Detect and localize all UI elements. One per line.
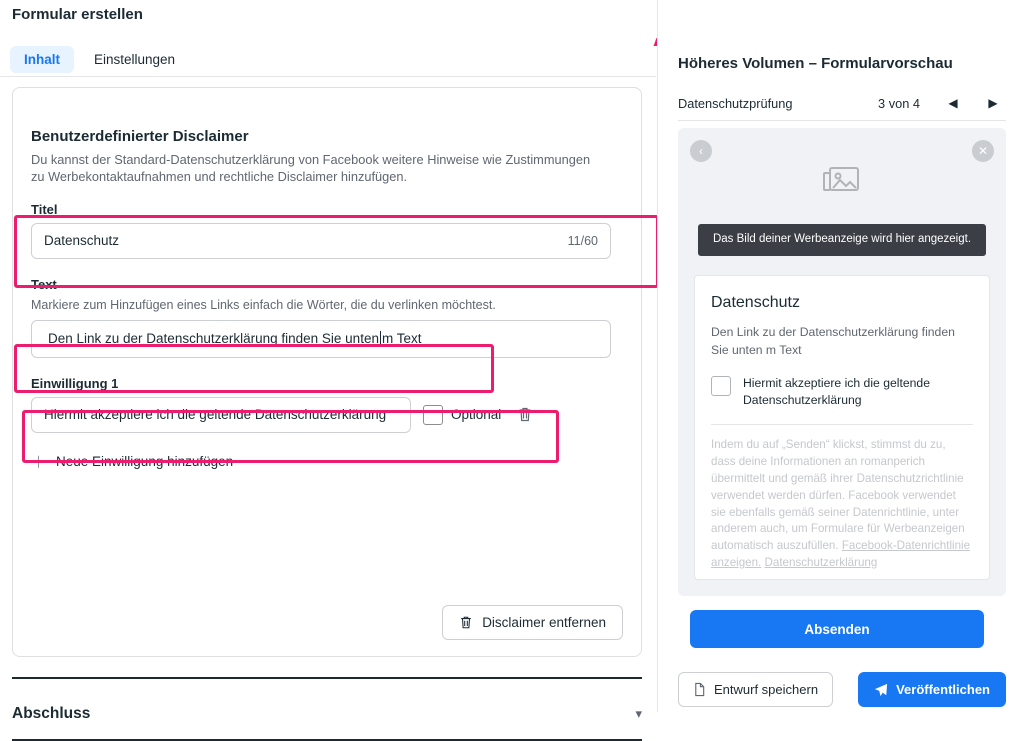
optional-toggle[interactable]	[423, 405, 501, 425]
preview-legal-text	[711, 437, 973, 571]
section-divider-top	[12, 677, 642, 679]
disclaimer-description: Du kannst der Standard-Datenschutzerklärung von Facebook weitere Hinweise wie Zustimmungen zu Werbekontaktaufnahmen und rechtliche Disclaimer hinzufügen.	[31, 152, 591, 185]
preview-panel	[657, 0, 1024, 712]
preview-submit-button[interactable]: Absenden	[690, 610, 984, 648]
preview-form-card	[694, 275, 990, 580]
preview-close-icon[interactable]: ✕	[972, 140, 994, 162]
form-content-panel	[0, 77, 656, 722]
consent-text-input[interactable]	[31, 397, 411, 433]
disclaimer-heading: Benutzerdefinierter Disclaimer	[31, 128, 249, 145]
text-caret	[380, 331, 381, 346]
tab-einstellungen[interactable]: Einstellungen	[94, 51, 176, 67]
abschluss-section-header[interactable]	[12, 689, 642, 739]
titel-char-count: 11/60	[567, 233, 598, 248]
form-preview-frame	[678, 128, 1006, 596]
preview-nav	[678, 86, 1006, 120]
preview-legal-body: Indem du auf „Senden“ klickst, stimmst du zu, dass deine Informationen an romanperich übermittelt und gemäß ihrer Datenschutzrichtlinie verwendet werden dürfen. Facebook verwendet sie ebenfalls gemäß seiner Datenrichtlinie, unter anderem auch, um Formulare für Werbeanzeigen automatisch auszufüllen.	[711, 438, 965, 553]
publish-button[interactable]	[858, 672, 1006, 707]
add-consent-button[interactable]	[31, 451, 623, 472]
preview-divider	[711, 424, 973, 425]
trash-icon[interactable]	[513, 403, 537, 427]
preview-image-caption: Das Bild deiner Werbeanzeige wird hier angezeigt.	[698, 224, 986, 256]
datenschutzerklaerung-link[interactable]: Datenschutzerklärung	[764, 555, 878, 569]
preview-step-count: 3 von 4	[878, 95, 920, 111]
preview-card-description: Den Link zu der Datenschutzerklärung finden Sie unten m Text	[711, 325, 955, 357]
abschluss-title: Abschluss	[12, 705, 91, 722]
text-body-value: Den Link zu der Datenschutzerklärung finden Sie unten	[48, 331, 379, 347]
text-body-value-after: m Text	[381, 331, 422, 347]
text-hint: Markiere zum Hinzufügen eines Links einfach die Wörter, die du verlinken möchtest.	[31, 297, 496, 312]
preview-back-icon[interactable]: ‹	[690, 140, 712, 162]
chevron-down-icon[interactable]: ▾	[635, 706, 642, 721]
preview-step-label: Datenschutzprüfung	[678, 95, 793, 111]
document-icon	[693, 682, 706, 697]
preview-card-heading: Datenschutz	[711, 294, 800, 311]
publish-label: Veröffentlichen	[896, 682, 990, 697]
tab-bar	[0, 42, 656, 76]
titel-input[interactable]	[31, 223, 611, 259]
plus-icon: ＋	[31, 453, 47, 471]
optional-checkbox[interactable]	[423, 405, 443, 425]
preview-consent-text: Hiermit akzeptiere ich die geltende Datenschutzerklärung	[743, 376, 930, 407]
preview-consent-checkbox[interactable]	[711, 376, 731, 396]
titel-label: Titel	[31, 201, 58, 217]
trash-icon	[459, 615, 473, 630]
einwilligung-label: Einwilligung 1	[31, 375, 119, 391]
remove-disclaimer-label: Disclaimer entfernen	[482, 615, 606, 630]
save-draft-label: Entwurf speichern	[714, 682, 819, 697]
disclaimer-card	[12, 87, 642, 657]
tab-inhalt[interactable]: Inhalt	[10, 46, 74, 73]
optional-label: Optional	[451, 407, 502, 423]
save-draft-button[interactable]	[678, 672, 833, 707]
facebook-datenrichtlinie-link[interactable]: Facebook-Datenrichtlinie anzeigen.	[711, 539, 971, 569]
text-body-input[interactable]	[31, 320, 611, 358]
consent-text-value: Hiermit akzeptiere ich die geltende Datenschutzerklärung	[44, 407, 387, 423]
preview-media-area	[678, 128, 1006, 198]
footer-actions	[678, 672, 1006, 707]
image-placeholder-icon	[823, 164, 861, 201]
chevron-right-icon[interactable]: ▶	[988, 96, 998, 110]
text-label: Text	[31, 276, 57, 292]
titel-input-value: Datenschutz	[44, 233, 120, 249]
preview-title: Höheres Volumen – Formularvorschau	[678, 55, 953, 72]
preview-nav-divider	[678, 120, 1006, 121]
page-title: Formular erstellen	[12, 6, 143, 23]
consent-row	[31, 397, 623, 433]
chevron-left-icon[interactable]: ◀	[948, 96, 958, 110]
send-icon	[874, 683, 888, 697]
add-consent-label: Neue Einwilligung hinzufügen	[56, 453, 234, 469]
preview-consent-row[interactable]	[711, 375, 973, 408]
remove-disclaimer-button[interactable]	[442, 605, 623, 640]
